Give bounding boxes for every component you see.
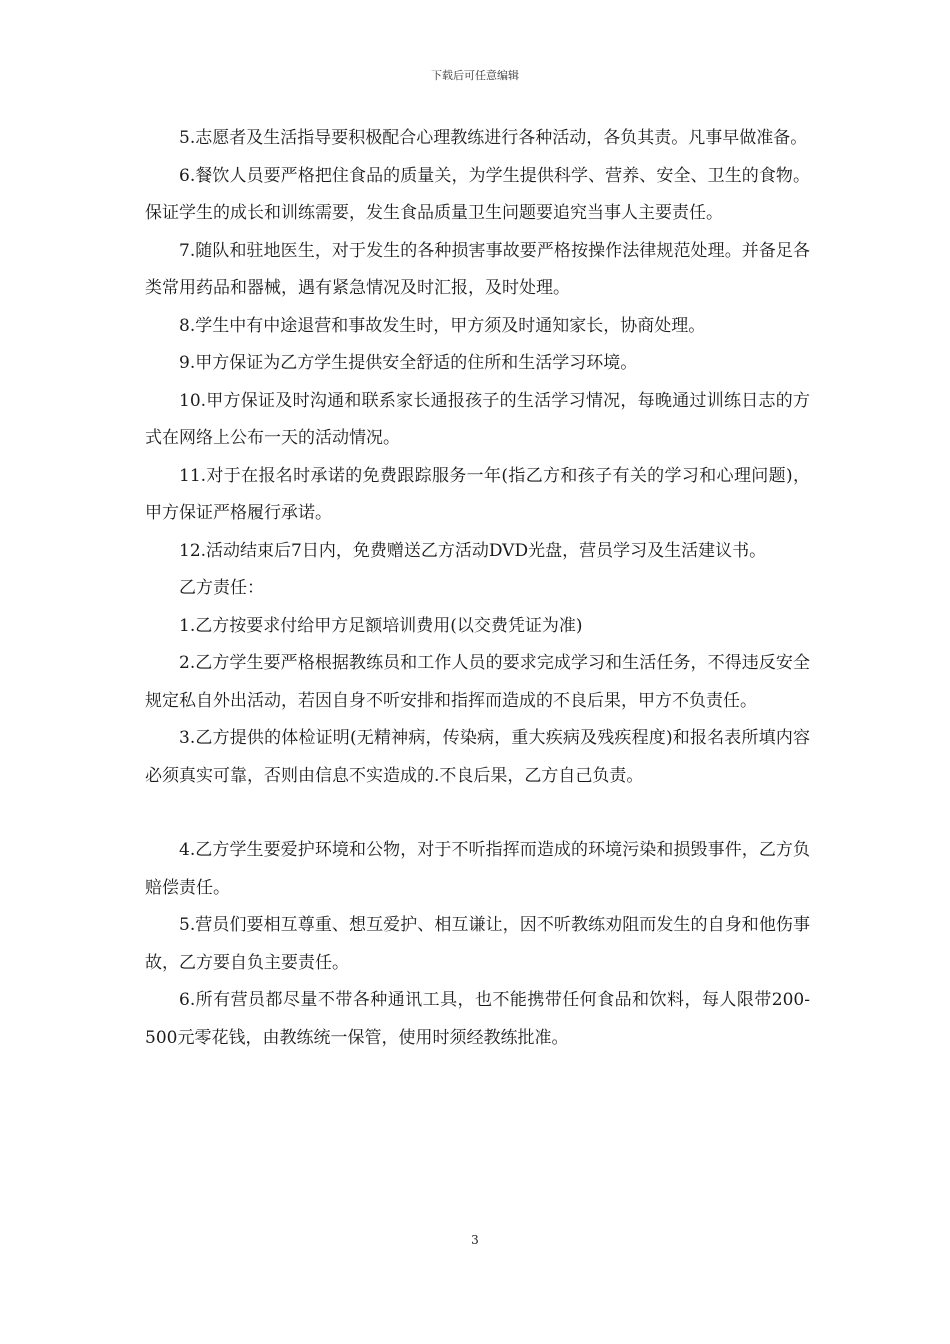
paragraph: 12.活动结束后7日内，免费赠送乙方活动DVD光盘，营员学习及生活建议书。 xyxy=(179,540,767,561)
paragraph: 10.甲方保证及时沟通和联系家长通报孩子的生活学习情况，每晚通过训练日志的方式在网络上公布一天的活动情况。 xyxy=(145,390,810,448)
paragraph: 5.志愿者及生活指导要积极配合心理教练进行各种活动，各负其责。凡事早做准备。 xyxy=(179,128,808,148)
paragraph: 5.营员们要相互尊重、想互爱护、相互谦让，因不听教练劝阻而发生的自身和他伤事故，乙方要自负主要责任。 xyxy=(145,915,810,973)
paragraph: 9.甲方保证为乙方学生提供安全舒适的住所和生活学习环境。 xyxy=(179,353,638,373)
page-number: 3 xyxy=(471,1233,479,1247)
paragraph: 11.对于在报名时承诺的免费跟踪服务一年(指乙方和孩子有关的学习和心理问题)，甲方保证严格履行承诺。 xyxy=(145,465,810,523)
paragraph: 6.所有营员都尽量不带各种通讯工具，也不能携带任何食品和饮料，每人限带200-500元零花钱，由教练统一保管，使用时须经教练批准。 xyxy=(145,990,810,1048)
section-heading: 乙方责任： xyxy=(179,578,264,598)
document-body xyxy=(145,120,810,1057)
blank-line xyxy=(145,795,810,832)
paragraph: 4.乙方学生要爱护环境和公物，对于不听指挥而造成的环境污染和损毁事件，乙方负赔偿责任。 xyxy=(145,840,810,898)
paragraph: 1.乙方按要求付给甲方足额培训费用(以交费凭证为准) xyxy=(179,615,583,636)
paragraph: 2.乙方学生要严格根据教练员和工作人员的要求完成学习和生活任务，不得违反安全规定私自外出活动，若因自身不听安排和指挥而造成的不良后果，甲方不负责任。 xyxy=(145,653,810,711)
page-header: 下载后可任意编辑 xyxy=(431,69,519,82)
paragraph: 6.餐饮人员要严格把住食品的质量关，为学生提供科学、营养、安全、卫生的食物。保证学生的成长和训练需要，发生食品质量卫生问题要追究当事人主要责任。 xyxy=(145,165,810,223)
paragraph: 3.乙方提供的体检证明(无精神病，传染病，重大疾病及残疾程度)和报名表所填内容必须真实可靠，否则由信息不实造成的.不良后果，乙方自己负责。 xyxy=(145,728,810,786)
paragraph: 8.学生中有中途退营和事故发生时，甲方须及时通知家长，协商处理。 xyxy=(179,315,706,336)
paragraph: 7.随队和驻地医生，对于发生的各种损害事故要严格按操作法律规范处理。并备足各类常用药品和器械，遇有紧急情况及时汇报，及时处理。 xyxy=(145,240,810,298)
